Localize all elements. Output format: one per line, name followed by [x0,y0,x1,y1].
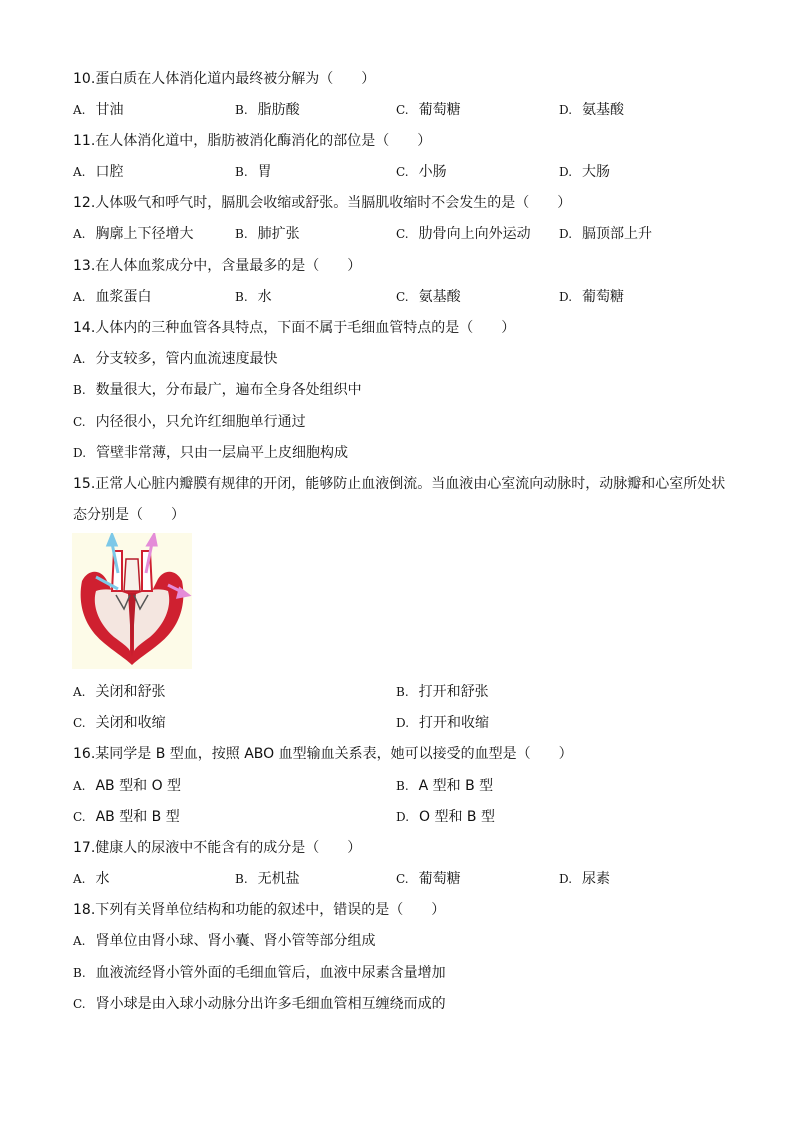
option-b[interactable]: B. 胃 [235,164,272,180]
option-d[interactable]: D. 膈顶部上升 [559,226,653,242]
question-10-options [73,99,733,119]
question-16-options-row1 [73,775,733,795]
question-18-option-c[interactable]: C. 肾小球是由入球小动脉分出许多毛细血管相互缠绕而成的 [73,996,446,1012]
option-b[interactable]: B. A 型和 B 型 [396,778,494,794]
heart-diagram-svg [72,533,192,669]
question-14-option-a[interactable]: A. 分支较多，管内血流速度最快 [73,351,278,367]
question-15-options-row2 [73,712,733,732]
question-13-stem: 13.在人体血浆成分中，含量最多的是（ ） [73,258,362,274]
option-d[interactable]: D. 大肠 [559,164,611,180]
question-15-options-row1 [73,681,733,701]
question-11-stem: 11.在人体消化道中，脂肪被消化酶消化的部位是（ ） [73,133,432,149]
option-a[interactable]: A. 胸廓上下径增大 [73,226,194,242]
question-15-stem: 15.正常人心脏内瓣膜有规律的开闭，能够防止血液倒流。当血液由心室流向动脉时，动脉瓣和心室所处状 [73,476,726,492]
option-c[interactable]: C. 葡萄糖 [396,102,461,118]
option-a[interactable]: A. 血浆蛋白 [73,289,152,305]
option-b[interactable]: B. 打开和舒张 [396,684,489,700]
question-18-stem: 18.下列有关肾单位结构和功能的叙述中，错误的是（ ） [73,902,446,918]
option-d[interactable]: D. 氨基酸 [559,102,625,118]
question-17-options [73,868,733,888]
option-c[interactable]: C. 肋骨向上向外运动 [396,226,531,242]
option-d[interactable]: D. O 型和 B 型 [396,809,495,825]
question-16-stem: 16.某同学是 B 型血，按照 ABO 血型输血关系表，她可以接受的血型是（ ） [73,746,573,762]
question-13-options [73,286,733,306]
question-14-option-d[interactable]: D. 管壁非常薄，只由一层扁平上皮细胞构成 [73,445,349,461]
option-a[interactable]: A. 口腔 [73,164,124,180]
option-b[interactable]: B. 脂肪酸 [235,102,300,118]
option-d[interactable]: D. 葡萄糖 [559,289,625,305]
option-a[interactable]: A. 关闭和舒张 [73,684,166,700]
question-14-option-b[interactable]: B. 数量很大，分布最广，遍布全身各处组织中 [73,382,362,398]
question-16-options-row2 [73,806,733,826]
option-b[interactable]: B. 水 [235,289,272,305]
question-11-options [73,161,733,181]
option-a[interactable]: A. AB 型和 O 型 [73,778,182,794]
option-c[interactable]: C. 关闭和收缩 [73,715,166,731]
option-d[interactable]: D. 尿素 [559,871,611,887]
option-c[interactable]: C. 葡萄糖 [396,871,461,887]
question-18-option-b[interactable]: B. 血液流经肾小管外面的毛细血管后，血液中尿素含量增加 [73,965,446,981]
question-14-option-c[interactable]: C. 内径很小，只允许红细胞单行通过 [73,414,306,430]
question-14-stem: 14.人体内的三种血管各具特点，下面不属于毛细血管特点的是（ ） [73,320,516,336]
question-18-option-a[interactable]: A. 肾单位由肾小球、肾小囊、肾小管等部分组成 [73,933,376,949]
question-17-stem: 17.健康人的尿液中不能含有的成分是（ ） [73,840,362,856]
option-a[interactable]: A. 甘油 [73,102,124,118]
option-a[interactable]: A. 水 [73,871,110,887]
question-10-stem: 10.蛋白质在人体消化道内最终被分解为（ ） [73,71,376,87]
heart-diagram-image [72,533,192,669]
option-c[interactable]: C. 小肠 [396,164,447,180]
option-b[interactable]: B. 无机盐 [235,871,300,887]
question-12-options [73,223,733,243]
option-b[interactable]: B. 肺扩张 [235,226,300,242]
question-15-stem-continued: 态分别是（ ） [73,507,185,523]
option-c[interactable]: C. AB 型和 B 型 [73,809,180,825]
option-d[interactable]: D. 打开和收缩 [396,715,490,731]
option-c[interactable]: C. 氨基酸 [396,289,461,305]
question-12-stem: 12.人体吸气和呼气时，膈肌会收缩或舒张。当膈肌收缩时不会发生的是（ ） [73,195,572,211]
